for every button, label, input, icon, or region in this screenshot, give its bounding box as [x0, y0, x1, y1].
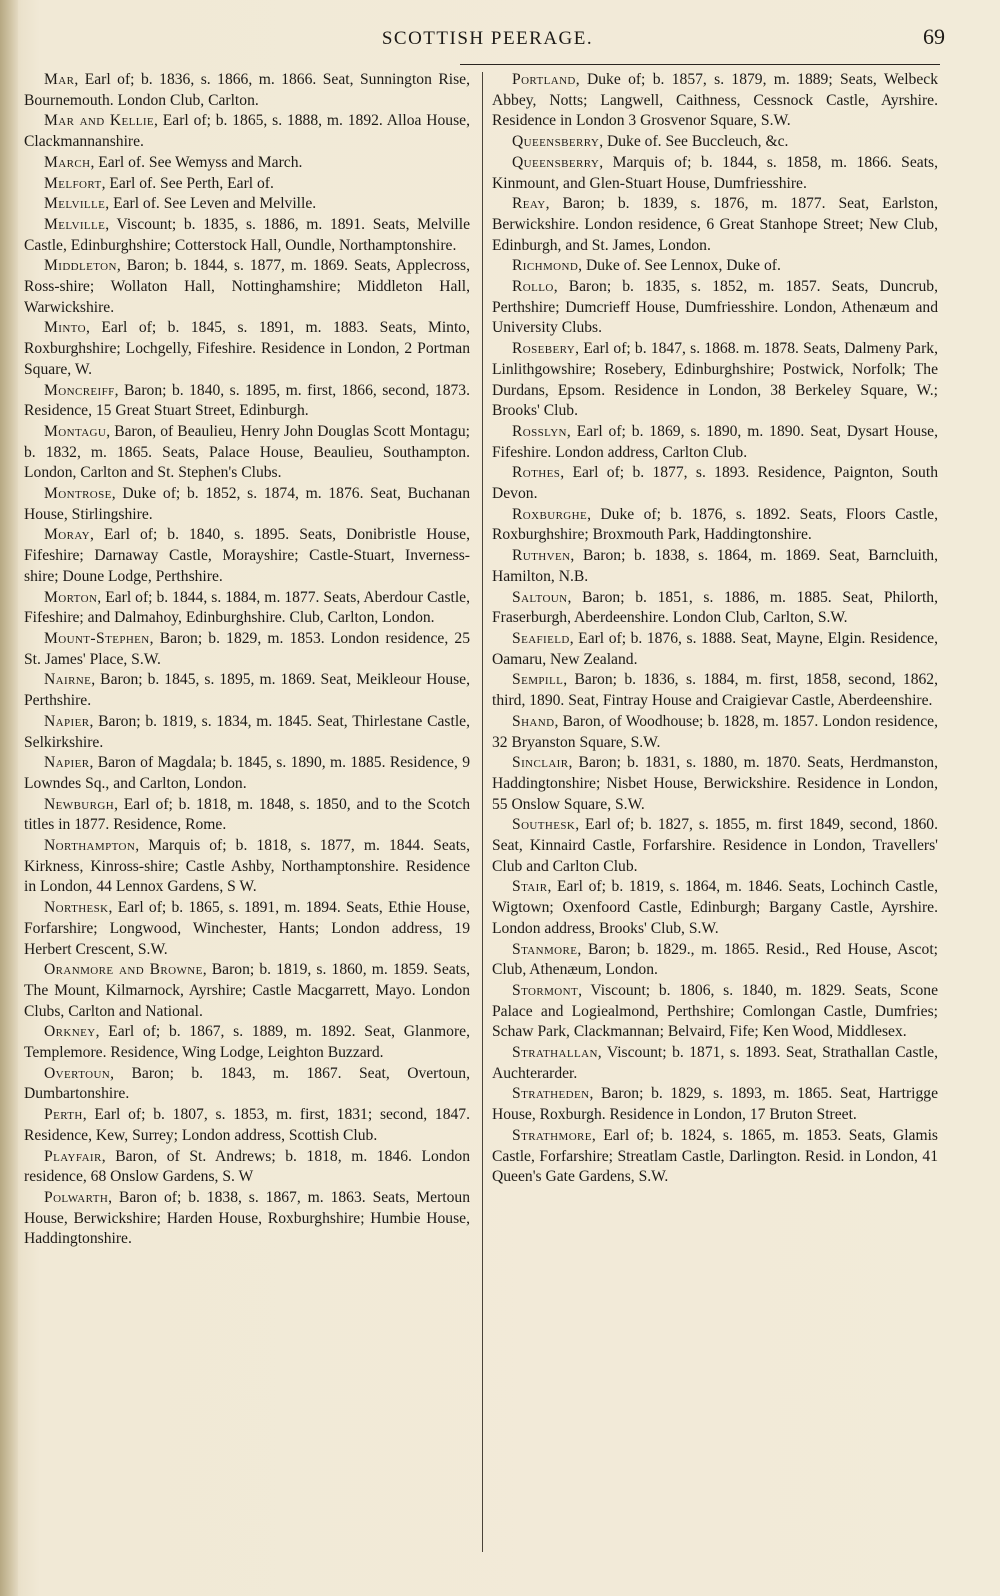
- peerage-entry: [24, 629, 470, 670]
- peerage-entry: [492, 422, 938, 463]
- entry-details: , Earl of; b. 1824, s. 1865, m. 1853. Seats, Glamis Castle, Forfarshire; Streatlam Castle, Darlington. Resid. in London, 41 Queen's Gate Gardens, S.W.: [492, 1126, 938, 1186]
- entry-details: , Earl of; b. 1807, s. 1853, m. first, 1831; second, 1847. Residence, Kew, Surrey; London address, Scottish Club.: [24, 1106, 470, 1144]
- peer-title: Sinclair: [512, 754, 569, 772]
- peerage-entry: [492, 70, 938, 132]
- peer-title: Morton: [44, 588, 98, 606]
- peerage-entry: [492, 1126, 938, 1188]
- entry-details: , Viscount; b. 1806, s. 1840, m. 1829. Seats, Scone Palace and Logiealmond, Perthshire; Comlongan Castle, Dumfries; Schaw Park, Clackmannan; Belvaird, Fife; Ken Wood, Middlesex.: [492, 981, 938, 1041]
- peerage-entry: [24, 381, 470, 422]
- entry-details: , Baron; b. 1839, s. 1876, m. 1877. Seat, Earlston, Berwickshire. London residence, 6 Great Stanhope Street; New Club, Edinburgh, and St. James, London.: [492, 195, 938, 254]
- peer-title: Melfort: [44, 174, 102, 192]
- peer-title: Mar and Kellie: [44, 112, 155, 130]
- peer-title: Northesk: [44, 899, 109, 917]
- peer-title: Sempill: [512, 671, 564, 689]
- peerage-entry: [24, 670, 470, 711]
- entry-details: , Earl of; b. 1845, s. 1891, m. 1883. Seats, Minto, Roxburghshire; Lochgelly, Fifeshire. Residence in London, 2 Portman Square, W.: [24, 319, 470, 378]
- peer-title: Strathmore: [512, 1126, 592, 1144]
- peer-title: Newburgh: [44, 795, 115, 813]
- entry-details: , Earl of; b. 1865, s. 1891, m. 1894. Seats, Ethie House, Forfarshire; Longwood, Winchester, Hants; London address, 19 Herbert Crescent, S.W.: [24, 899, 470, 958]
- peer-title: Melville: [44, 195, 106, 213]
- peer-title: Ruthven: [512, 547, 571, 565]
- entry-details: , Earl of; b. 1827, s. 1855, m. first 1849, second, 1860. Seat, Kinnaird Castle, Forfarshire. Residence in London, Travellers' Club and Carlton Club.: [492, 816, 938, 875]
- peer-title: Reay: [512, 195, 546, 213]
- peer-title: Stanmore: [512, 940, 578, 958]
- peerage-entry: [24, 753, 470, 794]
- peerage-entry: [492, 1043, 938, 1084]
- peer-title: Queensberry: [512, 153, 600, 171]
- binding-gutter: [0, 0, 18, 1596]
- entry-details: , Earl of; b. 1836, s. 1866, m. 1866. Seat, Sunnington Rise, Bournemouth. London Club, Carlton.: [24, 71, 470, 109]
- entry-details: , Duke of; b. 1876, s. 1892. Seats, Floors Castle, Roxburghshire; Broxmouth Park, Haddingtonshire.: [492, 505, 938, 544]
- peer-title: Portland: [512, 71, 576, 88]
- entry-details: , Baron; b. 1838, s. 1864, m. 1869. Seat, Barncluith, Hamilton, N.B.: [492, 547, 938, 585]
- entry-details: , Earl of. See Wemyss and March.: [90, 153, 303, 171]
- entry-details: , Viscount; b. 1835, s. 1886, m. 1891. Seats, Melville Castle, Edinburghshire; Cotterstock Hall, Oundle, Northamptonshire.: [24, 215, 470, 254]
- peer-title: Northampton: [44, 837, 136, 855]
- entry-details: , Earl of; b. 1867, s. 1889, m. 1892. Seat, Glanmore, Templemore. Residence, Wing Lodge, Leighton Buzzard.: [24, 1023, 470, 1062]
- peer-title: Rosslyn: [512, 422, 567, 440]
- peer-title: Strathallan: [512, 1044, 598, 1062]
- peerage-entry: [24, 1105, 470, 1146]
- peer-title: Middleton: [44, 257, 117, 275]
- peerage-entry: [24, 898, 470, 960]
- peerage-entry: [24, 153, 470, 174]
- peerage-entry: [492, 629, 938, 670]
- peerage-entry: [24, 215, 470, 256]
- page-number: 69: [923, 24, 945, 49]
- peerage-entry: [24, 1064, 470, 1105]
- entry-details: , Marquis of; b. 1844, s. 1858, m. 1866. Seats, Kinmount, and Glen-Stuart House, Dumfriesshire.: [492, 153, 938, 192]
- peerage-entry: [24, 174, 470, 195]
- peer-title: Shand: [512, 712, 555, 730]
- peer-title: Seafield: [512, 629, 570, 647]
- entry-details: , Earl of; b. 1877, s. 1893. Residence, Paignton, South Devon.: [492, 464, 938, 503]
- entry-details: , Baron; b. 1819, s. 1860, m. 1859. Seats, The Mount, Kilmarnock, Ayrshire; Castle Macgarrett, Mayo. London Clubs, Carlton and National.: [24, 961, 470, 1020]
- peer-title: March: [44, 153, 91, 171]
- peerage-entry: [492, 153, 938, 194]
- entry-details: , Baron; b. 1845, s. 1895, m. 1869. Seat, Meikleour House, Perthshire.: [24, 671, 470, 710]
- peer-title: Minto: [44, 319, 86, 337]
- peerage-entry: [492, 981, 938, 1043]
- peer-title: Mount-Stephen: [44, 629, 150, 647]
- peerage-entry: [492, 815, 938, 877]
- peer-title: Roxburghe: [512, 505, 588, 523]
- entry-details: , Baron; b. 1843, m. 1867. Seat, Overtoun, Dumbartonshire.: [24, 1064, 470, 1103]
- entry-details: , Duke of. See Buccleuch, &c.: [599, 133, 789, 151]
- peerage-entry: [492, 588, 938, 629]
- entry-details: , Earl of. See Leven and Melville.: [105, 195, 317, 213]
- entry-details: , Baron; b. 1844, s. 1877, m. 1869. Seats, Applecross, Ross-shire; Wollaton Hall, Nottinghamshire; Middleton Hall, Warwickshire.: [24, 257, 470, 316]
- peerage-entry: [492, 256, 938, 277]
- peerage-entry: [24, 70, 470, 111]
- peerage-entry: [24, 256, 470, 318]
- peerage-entry: [492, 463, 938, 504]
- peerage-entry: [492, 277, 938, 339]
- column-divider: [482, 72, 483, 1552]
- entry-details: , Baron; b. 1819, s. 1834, m. 1845. Seat, Thirlestane Castle, Selkirkshire.: [24, 712, 470, 751]
- peer-title: Southesk: [512, 816, 576, 834]
- peer-title: Perth: [44, 1106, 83, 1124]
- entry-details: , Baron, of Beaulieu, Henry John Douglas Scott Montagu; b. 1832, m. 1865. Seats, Palace House, Beaulieu, Southampton. London, Carlton and St. Stephen's Clubs.: [24, 422, 470, 482]
- peer-title: Nairne: [44, 671, 92, 689]
- peer-title: Oranmore and Browne: [44, 961, 203, 979]
- entry-details: , Baron; b. 1831, s. 1880, m. 1870. Seats, Herdmanston, Haddingtonshire; Nisbet House, Berwickshire. Residence in London, 55 Onslow Square, S.W.: [492, 754, 938, 813]
- peer-title: Rollo: [512, 278, 554, 296]
- entry-details: , Earl of; b. 1818, m. 1848, s. 1850, and to the Scotch titles in 1877. Residence, Rome.: [24, 795, 470, 834]
- peer-title: Queensberry: [512, 133, 600, 151]
- entry-details: , Baron of Magdala; b. 1845, s. 1890, m. 1885. Residence, 9 Lowndes Sq., and Carlton, London.: [24, 754, 470, 792]
- entry-details: , Earl of. See Perth, Earl of.: [101, 174, 274, 192]
- peer-title: Stratheden: [512, 1085, 590, 1103]
- peerage-entry: [492, 877, 938, 939]
- peer-title: Melville: [44, 215, 106, 233]
- entry-details: , Baron; b. 1829, m. 1853. London residence, 25 St. James' Place, S.W.: [24, 629, 470, 668]
- entry-details: , Earl of; b. 1840, s. 1895. Seats, Donibristle House, Fifeshire; Darnaway Castle, Morayshire; Castle-Stuart, Inverness-shire; Doune Lodge, Perthshire.: [24, 526, 470, 585]
- entry-details: , Baron; b. 1835, s. 1852, m. 1857. Seats, Duncrub, Perthshire; Dumcrieff House, Dumfriesshire. London, Athenæum and University Clubs.: [492, 278, 938, 337]
- entry-details: , Duke of; b. 1857, s. 1879, m. 1889; Seats, Welbeck Abbey, Notts; Langwell, Caithness, Cessnock Castle, Ayrshire. Residence in London 3 Grosvenor Square, S.W.: [492, 71, 938, 130]
- peerage-entry: [492, 670, 938, 711]
- header-rule: [460, 64, 940, 65]
- peerage-entry: [24, 712, 470, 753]
- peerage-entry: [24, 318, 470, 380]
- peer-title: Overtoun: [44, 1064, 111, 1082]
- entry-details: , Earl of; b. 1869, s. 1890, m. 1890. Seat, Dysart House, Fifeshire. London address, Carlton Club.: [492, 422, 938, 461]
- peerage-entry: [492, 753, 938, 815]
- peer-title: Moray: [44, 526, 91, 544]
- peerage-entry: [492, 194, 938, 256]
- peerage-entry: [24, 484, 470, 525]
- peerage-entry: [492, 505, 938, 546]
- peerage-entry: [24, 525, 470, 587]
- entry-details: , Duke of. See Lennox, Duke of.: [578, 257, 781, 275]
- entry-details: , Baron; b. 1829, s. 1893, m. 1865. Seat, Hartrigge House, Roxburgh. Residence in London, 17 Bruton Street.: [492, 1085, 938, 1124]
- peerage-entry: [492, 1084, 938, 1125]
- entry-details: , Baron; b. 1836, s. 1884, m. first, 1858, second, 1862, third, 1890. Seat, Fintray House and Craigievar Castle, Aberdeenshire.: [492, 671, 938, 710]
- peerage-entry: [24, 111, 470, 152]
- running-head: SCOTTISH PEERAGE.: [381, 28, 594, 49]
- peer-title: Saltoun: [512, 588, 568, 606]
- peerage-entry: [24, 836, 470, 898]
- entry-details: , Baron, of St. Andrews; b. 1818, m. 1846. London residence, 68 Onslow Gardens, S. W: [24, 1147, 470, 1186]
- peerage-entry: [24, 960, 470, 1022]
- peer-title: Napier: [44, 754, 90, 772]
- entry-details: , Baron; b. 1851, s. 1886, m. 1885. Seat, Philorth, Fraserburgh, Aberdeenshire. London Club, Carlton, S.W.: [492, 588, 938, 627]
- peer-title: Richmond: [512, 257, 579, 275]
- entry-details: , Baron, of Woodhouse; b. 1828, m. 1857. London residence, 32 Bryanston Square, S.W.: [492, 712, 938, 751]
- entry-details: , Earl of; b. 1865, s. 1888, m. 1892. Alloa House, Clackmannanshire.: [24, 112, 470, 151]
- entry-details: , Baron; b. 1840, s. 1895, m. first, 1866, second, 1873. Residence, 15 Great Stuart Street, Edinburgh.: [24, 381, 470, 420]
- peer-title: Rosebery: [512, 340, 576, 358]
- left-column: [24, 70, 470, 1250]
- entry-details: , Earl of; b. 1819, s. 1864, m. 1846. Seats, Lochinch Castle, Wigtown; Oxenfoord Castle, Edinburgh; Bargany Castle, Ayrshire. London address, Brooks' Club, S.W.: [492, 878, 938, 937]
- peer-title: Mar: [44, 71, 75, 88]
- peerage-entry: [24, 194, 470, 215]
- entry-details: , Earl of; b. 1844, s. 1884, m. 1877. Seats, Aberdour Castle, Fifeshire; and Dalmahoy, Edinburghshire. Club, Carlton, London.: [24, 588, 470, 627]
- peerage-entry: [492, 940, 938, 981]
- peerage-entry: [24, 422, 470, 484]
- peer-title: Polwarth: [44, 1188, 109, 1206]
- peerage-entry: [492, 132, 938, 153]
- peer-title: Stair: [512, 878, 548, 896]
- entry-details: , Baron; b. 1829., m. 1865. Resid., Red House, Ascot; Club, Athenæum, London.: [492, 940, 938, 979]
- entry-details: , Viscount; b. 1871, s. 1893. Seat, Strathallan Castle, Auchterarder.: [492, 1044, 938, 1082]
- entry-details: , Baron of; b. 1838, s. 1867, m. 1863. Seats, Mertoun House, Berwickshire; Harden House, Roxburghshire; Humbie House, Haddingtonshire.: [24, 1188, 470, 1248]
- entry-details: , Marquis of; b. 1818, s. 1877, m. 1844. Seats, Kirkness, Kinross-shire; Castle Ashby, Northamptonshire. Residence in London, 44 Lennox Gardens, S W.: [24, 837, 470, 896]
- peer-title: Orkney: [44, 1023, 96, 1041]
- peer-title: Playfair: [44, 1147, 102, 1165]
- peerage-entry: [24, 1188, 470, 1250]
- peerage-entry: [24, 1147, 470, 1188]
- entry-details: , Duke of; b. 1852, s. 1874, m. 1876. Seat, Buchanan House, Stirlingshire.: [24, 485, 470, 523]
- peerage-entry: [24, 1022, 470, 1063]
- peerage-entry: [492, 546, 938, 587]
- entry-details: , Earl of; b. 1876, s. 1888. Seat, Mayne, Elgin. Residence, Oamaru, New Zealand.: [492, 629, 938, 668]
- peer-title: Montrose: [44, 485, 112, 503]
- peer-title: Moncreiff: [44, 381, 115, 399]
- peerage-entry: [492, 712, 938, 753]
- peer-title: Montagu: [44, 422, 107, 440]
- peer-title: Napier: [44, 712, 90, 730]
- page-header: [30, 22, 945, 56]
- peerage-entry: [24, 795, 470, 836]
- peerage-entry: [492, 339, 938, 422]
- entry-details: , Earl of; b. 1847, s. 1868. m. 1878. Seats, Dalmeny Park, Linlithgowshire; Rosebery, Edinburghshire; Postwick, Norfolk; The Durdans, Epsom. Residence in London, 38 Berkeley Square, W.; Brooks' Club.: [492, 340, 938, 420]
- peer-title: Stormont: [512, 981, 579, 999]
- right-column: [492, 70, 938, 1188]
- peerage-entry: [24, 588, 470, 629]
- peer-title: Rothes: [512, 464, 561, 482]
